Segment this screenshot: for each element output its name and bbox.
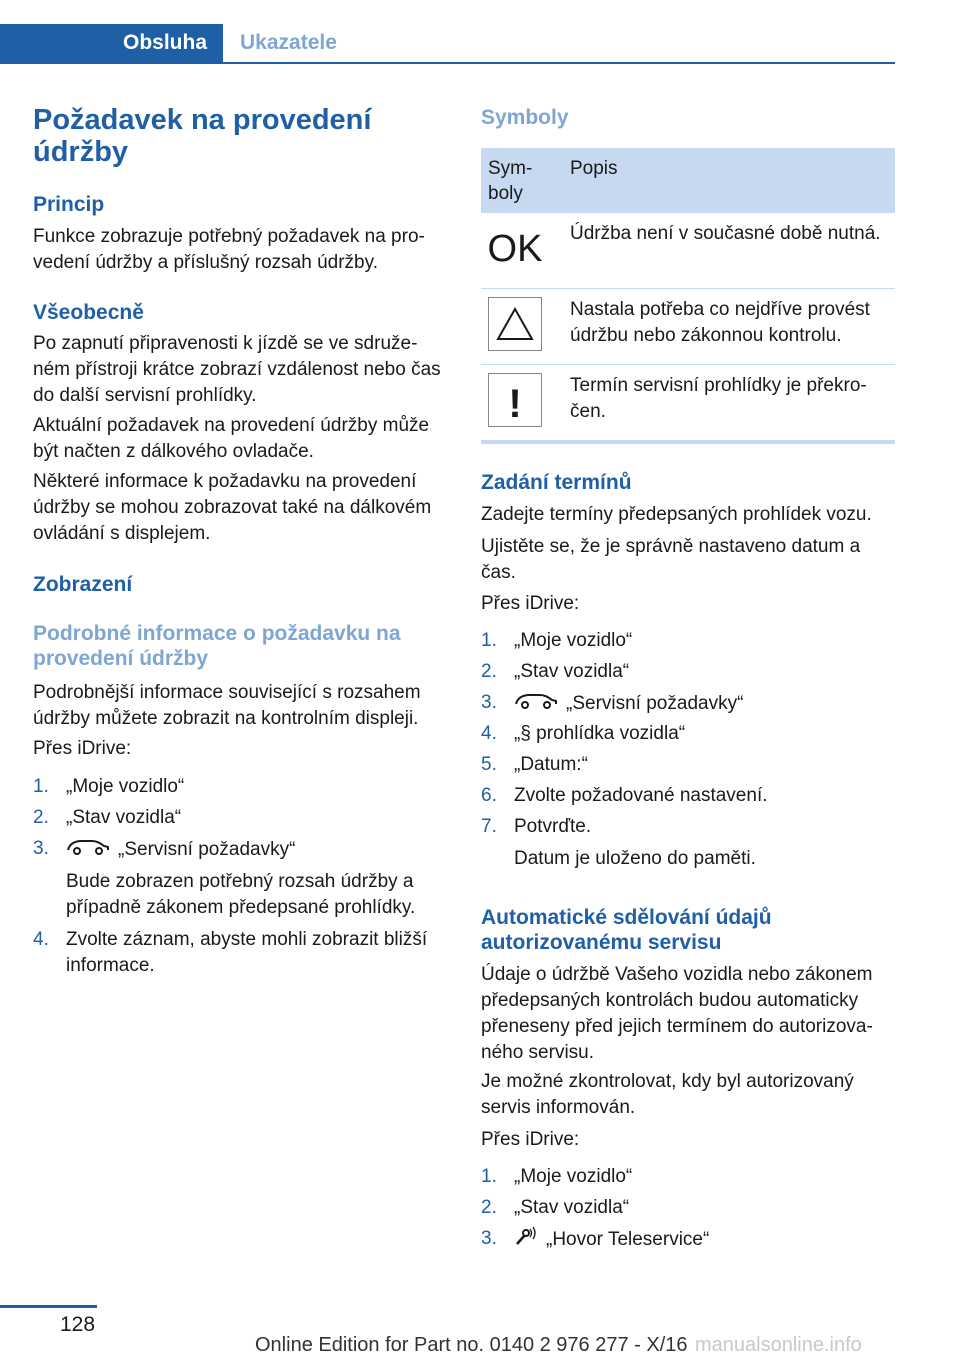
car-service-icon xyxy=(66,836,110,864)
detail-text: Podrobnější informace související s rozsahem údržby můžete zobrazit na kontrolním displeji. xyxy=(33,682,421,729)
via-idrive-label-3: Přes iDrive: xyxy=(481,1129,580,1150)
col-symbols-header: Symboly xyxy=(488,158,533,204)
teleservice-wrench-icon xyxy=(514,1226,538,1254)
teleservice-steps-list xyxy=(481,1164,895,1257)
list-item: 3. „Servisní požadavky“ Bude zobrazen potřebný rozsah údržby a případně zákonem předepsané prohlídky. xyxy=(33,838,416,918)
dates-paragraph-2: Ujistěte se, že je správně nastaveno datum a čas. xyxy=(481,536,861,583)
table-row: Nastala potřeba co nejdříve provést údržbu nebo zákonnou kontrolu. xyxy=(481,289,895,365)
watermark: manualsonline.info xyxy=(695,1334,862,1356)
svg-text:OK: OK xyxy=(488,228,542,270)
footer-rule xyxy=(0,1305,97,1308)
list-item: 4. „§ prohlídka vozidla“ xyxy=(481,723,686,744)
chapter-tabs xyxy=(0,24,895,64)
list-item: 1. „Moje vozidlo“ xyxy=(481,630,633,651)
car-service-icon xyxy=(514,690,558,718)
list-item: 2. „Stav vozidla“ xyxy=(33,807,182,828)
page-title: Požadavek na provedení údržby xyxy=(33,104,372,168)
auto-report-paragraph-2: Je možné zkontrolovat, kdy byl autorizovaný servis informován. xyxy=(481,1071,854,1118)
general-paragraph-1: Po zapnutí připravenosti k jízdě se ve sdruženém přístroji krátce zobrazí vzdálenost nebo čas do další servisní prohlídky. xyxy=(33,333,441,406)
warning-triangle-icon xyxy=(488,297,542,351)
table-row: OK Údržba není v současné době nutná. xyxy=(481,213,895,289)
symbols-table xyxy=(481,148,895,444)
auto-report-heading: Automatické sdělování údajů autorizovanému servisu xyxy=(481,906,772,954)
left-steps-list xyxy=(33,774,447,979)
right-steps-list xyxy=(481,628,895,872)
col-description-header: Popis xyxy=(570,158,618,179)
display-heading: Zobrazení xyxy=(33,573,133,596)
principle-heading: Princip xyxy=(33,193,105,216)
general-paragraph-3: Některé informace k požadavku na provedení údržby se mohou zobrazovat také na dálkovém ovládání s displejem. xyxy=(33,471,432,544)
list-item: 7. Potvrďte. Datum je uloženo do paměti. xyxy=(481,816,756,869)
table-bottom-rule xyxy=(481,440,895,444)
via-idrive-label: Přes iDrive: xyxy=(33,738,132,759)
detail-heading: Podrobné informace o požadavku na provedení údržby xyxy=(33,622,401,670)
list-item: 6. Zvolte požadované nastavení. xyxy=(481,785,768,806)
principle-text: Funkce zobrazuje potřebný požadavek na provedení údržby a příslušný rozsah údržby. xyxy=(33,226,425,273)
list-item: 2. „Stav vozidla“ xyxy=(481,661,630,682)
symbols-heading: Symboly xyxy=(481,106,569,129)
table-row: ! Termín servisní prohlídky je překročen. xyxy=(481,365,895,440)
tab-obsluha[interactable]: Obsluha xyxy=(0,24,223,62)
list-item: 1. „Moje vozidlo“ xyxy=(481,1166,633,1187)
list-item: 2. „Stav vozidla“ xyxy=(481,1197,630,1218)
list-item: 4. Zvolte záznam, abyste mohli zobrazit bližší informace. xyxy=(33,929,428,976)
page-number: 128 xyxy=(60,1313,96,1336)
edition-note: Online Edition for Part no. 0140 2 976 277 - X/16 xyxy=(255,1334,688,1356)
list-item: 3. „Servisní požadavky“ xyxy=(481,690,895,721)
dates-heading: Zadání termínů xyxy=(481,471,632,494)
dates-paragraph-1: Zadejte termíny předepsaných prohlídek vozu. xyxy=(481,504,872,525)
exclamation-icon xyxy=(488,373,542,427)
list-item: 3. „Hovor Teleservice“ xyxy=(481,1226,895,1257)
general-heading: Všeobecně xyxy=(33,301,144,324)
auto-report-paragraph-1: Údaje o údržbě Vašeho vozidla nebo zákonem předepsaných kontrolách budou automaticky přeneseny před jejich termínem do autorizovaného servisu. xyxy=(481,964,873,1063)
general-paragraph-2: Aktuální požadavek na provedení údržby může být načten z dálkového ovladače. xyxy=(33,415,430,462)
via-idrive-label-2: Přes iDrive: xyxy=(481,593,580,614)
list-item: 1. „Moje vozidlo“ xyxy=(33,776,185,797)
ok-icon xyxy=(488,221,542,275)
tab-ukazatele[interactable]: Ukazatele xyxy=(240,31,337,54)
list-item: 5. „Datum:“ xyxy=(481,754,588,775)
table-header xyxy=(481,148,895,213)
svg-text:!: ! xyxy=(508,382,522,426)
